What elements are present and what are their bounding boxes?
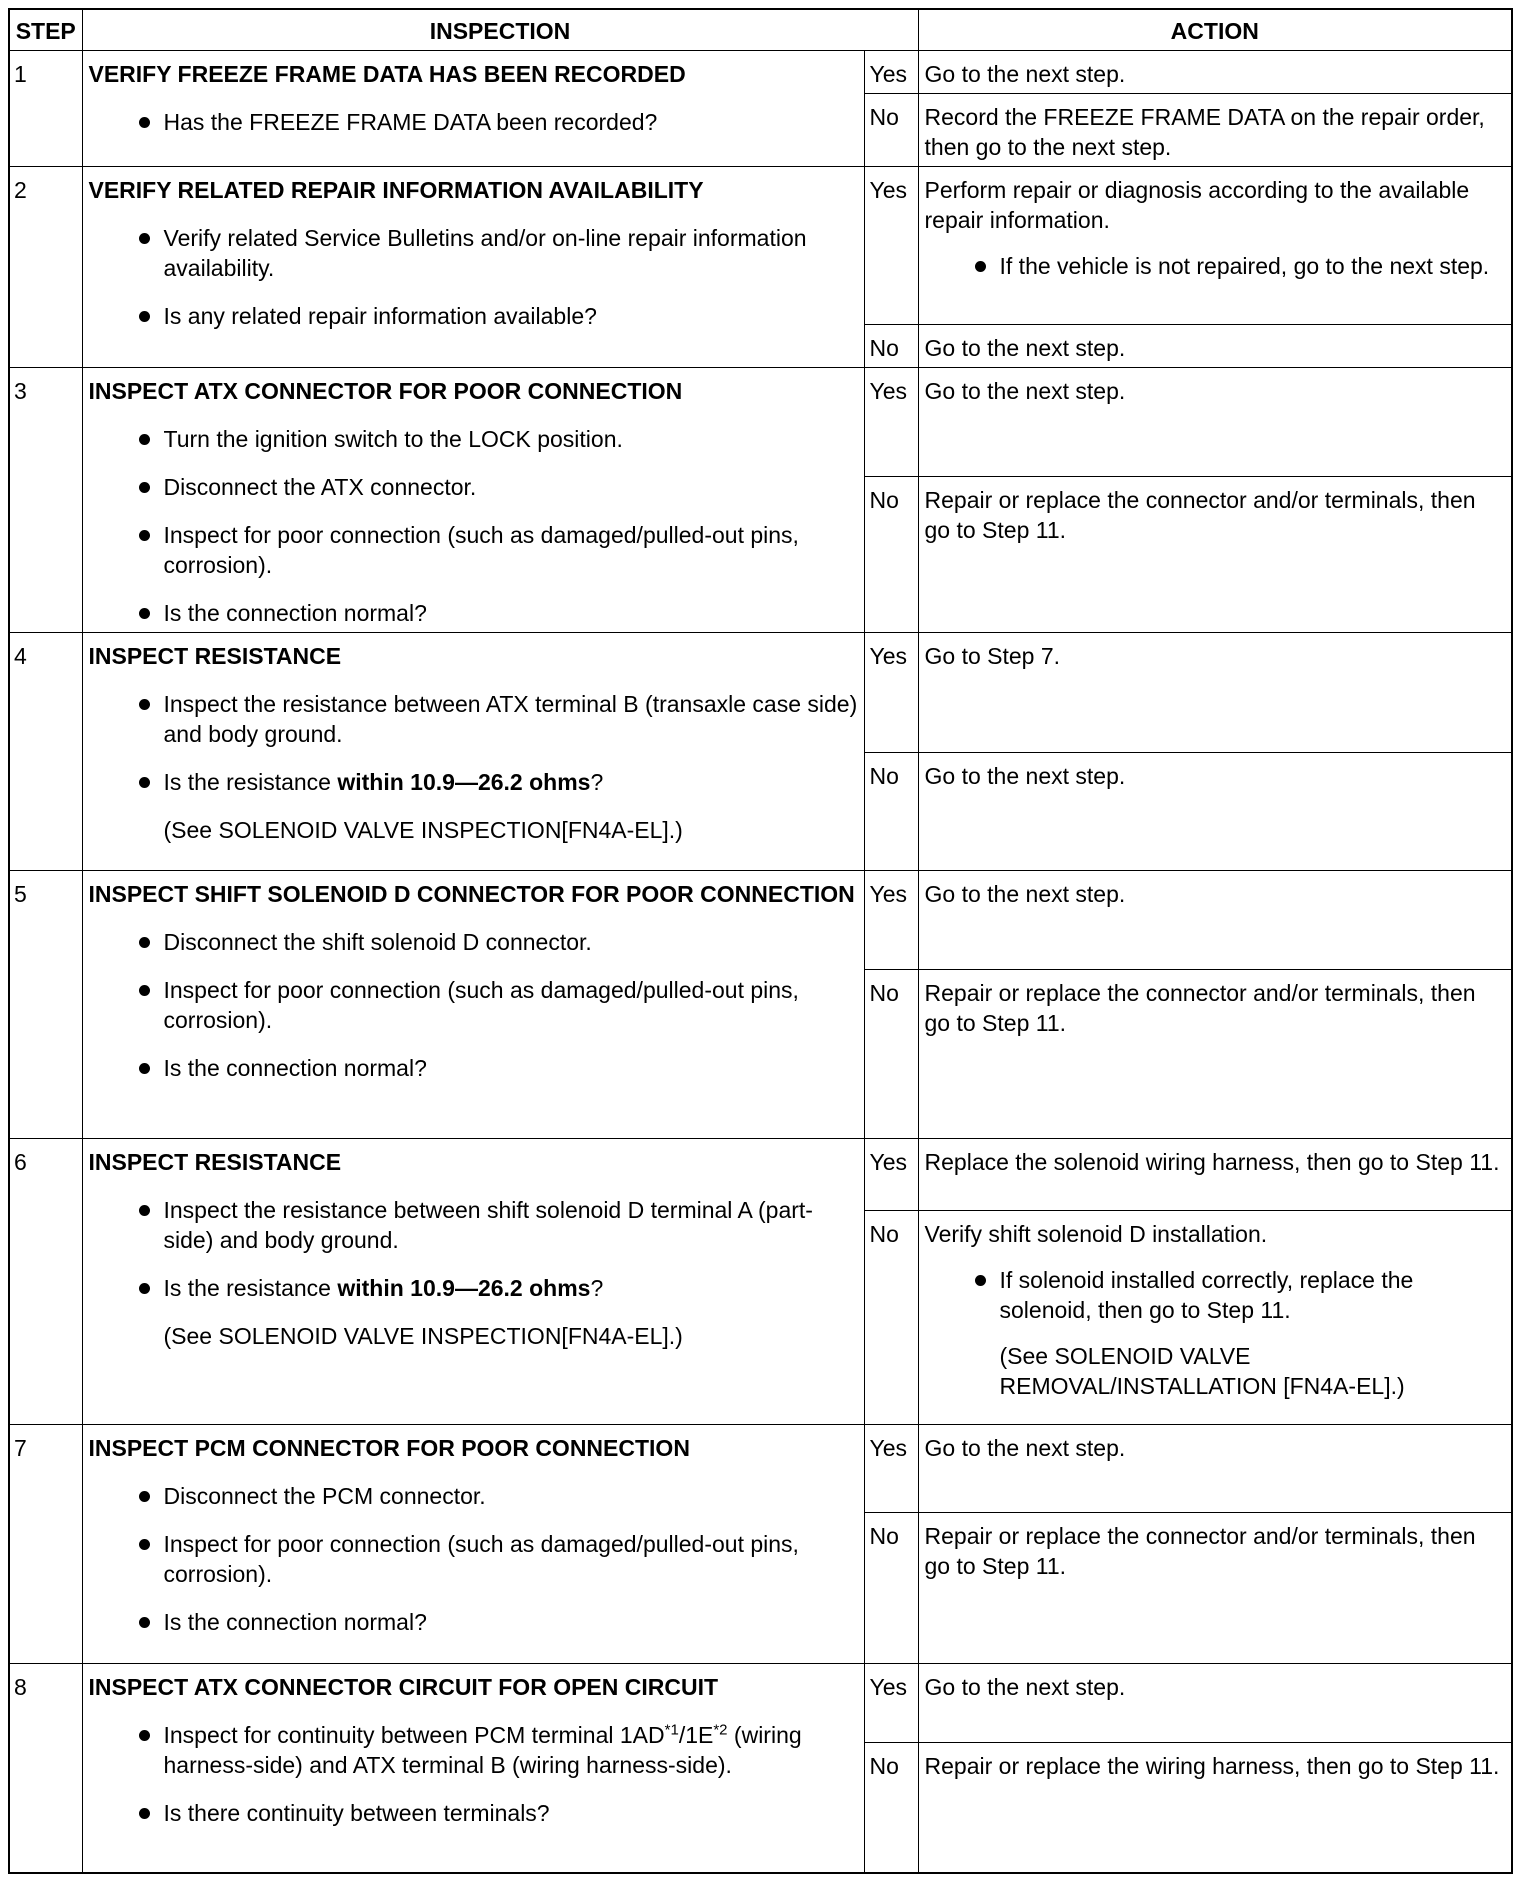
bullet-text-end: (wiring harness-side) and ATX terminal B (wiring harness-side). (163, 1722, 802, 1778)
yes-action: Replace the solenoid wiring harness, then go to Step 11. (918, 1139, 1512, 1211)
step-7-yes-row (9, 1425, 1512, 1513)
no-label: No (864, 1211, 918, 1425)
yes-action: Go to the next step. (918, 871, 1512, 970)
step-number: 7 (9, 1425, 82, 1664)
step-inspection (82, 871, 864, 1139)
step-inspection (82, 633, 864, 871)
diagnostic-procedure-table-frame (8, 8, 1513, 1874)
step-number: 6 (9, 1139, 82, 1425)
step-1-yes-row (9, 51, 1512, 94)
yes-label: Yes (864, 633, 918, 753)
no-label: No (864, 477, 918, 633)
yes-action: Go to the next step. (918, 1664, 1512, 1743)
yes-action: Go to Step 7. (918, 633, 1512, 753)
step-title: INSPECT ATX CONNECTOR CIRCUIT FOR OPEN CIRCUIT (88, 1674, 719, 1700)
no-action: Go to the next step. (918, 753, 1512, 871)
step-inspection (82, 167, 864, 368)
yes-label: Yes (864, 1664, 918, 1743)
no-label: No (864, 970, 918, 1139)
no-action: Repair or replace the wiring harness, then go to Step 11. (918, 1743, 1512, 1873)
inspection-bullet: Disconnect the ATX connector. (89, 472, 858, 502)
inspection-bullet: Inspect the resistance between shift solenoid D terminal A (part-side) and body ground. (89, 1195, 858, 1255)
step-number: 8 (9, 1664, 82, 1873)
step-title: VERIFY FREEZE FRAME DATA HAS BEEN RECORDED (88, 61, 686, 87)
yes-action: Go to the next step. (918, 368, 1512, 477)
inspection-bullet: Inspect for poor connection (such as damaged/pulled-out pins, corrosion). (89, 1529, 858, 1589)
inspection-bullet: Inspect for poor connection (such as damaged/pulled-out pins, corrosion). (89, 975, 858, 1035)
inspection-bullet: Disconnect the PCM connector. (89, 1481, 858, 1511)
no-label: No (864, 325, 918, 368)
table-header-row (9, 9, 1512, 51)
question-end: ? (590, 769, 604, 795)
question-bold-value: within 10.9—26.2 ohms (337, 1275, 591, 1301)
step-title: INSPECT PCM CONNECTOR FOR POOR CONNECTION (88, 1435, 690, 1461)
question-end: ? (590, 1275, 604, 1301)
bullet-text-start: Inspect for continuity between PCM terminal 1AD (163, 1722, 665, 1748)
yes-label: Yes (864, 51, 918, 94)
step-title: INSPECT RESISTANCE (88, 1149, 342, 1175)
yes-label: Yes (864, 1139, 918, 1211)
step-title: INSPECT RESISTANCE (88, 643, 342, 669)
no-action: Repair or replace the connector and/or terminals, then go to Step 11. (918, 477, 1512, 633)
inspection-bullet: Inspect the resistance between ATX terminal B (transaxle case side) and body ground. (89, 689, 858, 749)
header-action: ACTION (918, 9, 1512, 51)
yes-label: Yes (864, 368, 918, 477)
inspection-bullet: Verify related Service Bulletins and/or on-line repair information availability. (89, 223, 858, 283)
action-bullet: If solenoid installed correctly, replace the solenoid, then go to Step 11. (925, 1265, 1506, 1325)
step-title: INSPECT ATX CONNECTOR FOR POOR CONNECTION (88, 378, 683, 404)
step-number: 3 (9, 368, 82, 633)
action-bullet: If the vehicle is not repaired, go to the next step. (925, 251, 1506, 281)
footnote-mark-2: *2 (713, 1721, 728, 1739)
step-number: 1 (9, 51, 82, 167)
inspection-question (89, 1273, 858, 1303)
inspection-bullet (89, 1720, 858, 1780)
step-3-yes-row (9, 368, 1512, 477)
step-inspection (82, 1425, 864, 1664)
question-bold-value: within 10.9—26.2 ohms (337, 769, 591, 795)
inspection-bullet: Turn the ignition switch to the LOCK position. (89, 424, 858, 454)
step-inspection (82, 368, 864, 633)
no-action: Record the FREEZE FRAME DATA on the repair order, then go to the next step. (918, 94, 1512, 167)
no-action: Go to the next step. (918, 325, 1512, 368)
no-action: Repair or replace the connector and/or terminals, then go to Step 11. (918, 1513, 1512, 1664)
yes-action-text: Perform repair or diagnosis according to the available repair information. (924, 177, 1470, 233)
inspection-bullet: Is there continuity between terminals? (89, 1798, 858, 1828)
inspection-bullet: Is the connection normal? (89, 598, 858, 628)
header-step: STEP (9, 9, 82, 51)
yes-label: Yes (864, 1425, 918, 1513)
step-title: VERIFY RELATED REPAIR INFORMATION AVAILABILITY (88, 177, 704, 203)
step-number: 4 (9, 633, 82, 871)
no-label: No (864, 1513, 918, 1664)
no-action-text: Verify shift solenoid D installation. (924, 1221, 1268, 1247)
no-action (918, 1211, 1512, 1425)
bullet-text-mid: /1E (678, 1722, 714, 1748)
action-reference-note: (See SOLENOID VALVE REMOVAL/INSTALLATION [FN4A-EL].) (999, 1343, 1405, 1399)
header-inspection: INSPECTION (82, 9, 918, 51)
step-2-yes-row (9, 167, 1512, 325)
step-number: 2 (9, 167, 82, 368)
diagnostic-procedure-table (8, 8, 1513, 1874)
no-label: No (864, 1743, 918, 1873)
step-4-yes-row (9, 633, 1512, 753)
question-text: Is the resistance (163, 1275, 338, 1301)
inspection-bullet: Has the FREEZE FRAME DATA been recorded? (89, 107, 858, 137)
step-inspection (82, 51, 864, 167)
step-inspection (82, 1139, 864, 1425)
step-8-yes-row (9, 1664, 1512, 1743)
step-6-yes-row (9, 1139, 1512, 1211)
footnote-mark-1: *1 (664, 1721, 679, 1739)
step-number: 5 (9, 871, 82, 1139)
no-label: No (864, 753, 918, 871)
inspection-question (89, 767, 858, 797)
inspection-bullet: Is the connection normal? (89, 1053, 858, 1083)
no-label: No (864, 94, 918, 167)
reference-note: (See SOLENOID VALVE INSPECTION[FN4A-EL].) (163, 817, 683, 843)
no-action: Repair or replace the connector and/or terminals, then go to Step 11. (918, 970, 1512, 1139)
question-text: Is the resistance (163, 769, 338, 795)
step-5-yes-row (9, 871, 1512, 970)
yes-label: Yes (864, 871, 918, 970)
inspection-bullet: Is any related repair information available? (89, 301, 858, 331)
yes-action: Go to the next step. (918, 51, 1512, 94)
step-title: INSPECT SHIFT SOLENOID D CONNECTOR FOR POOR CONNECTION (88, 881, 855, 907)
inspection-bullet: Disconnect the shift solenoid D connector. (89, 927, 858, 957)
yes-action: Go to the next step. (918, 1425, 1512, 1513)
inspection-bullet: Inspect for poor connection (such as damaged/pulled-out pins, corrosion). (89, 520, 858, 580)
step-inspection (82, 1664, 864, 1873)
inspection-bullet: Is the connection normal? (89, 1607, 858, 1637)
yes-label: Yes (864, 167, 918, 325)
reference-note: (See SOLENOID VALVE INSPECTION[FN4A-EL].) (163, 1323, 683, 1349)
yes-action (918, 167, 1512, 325)
